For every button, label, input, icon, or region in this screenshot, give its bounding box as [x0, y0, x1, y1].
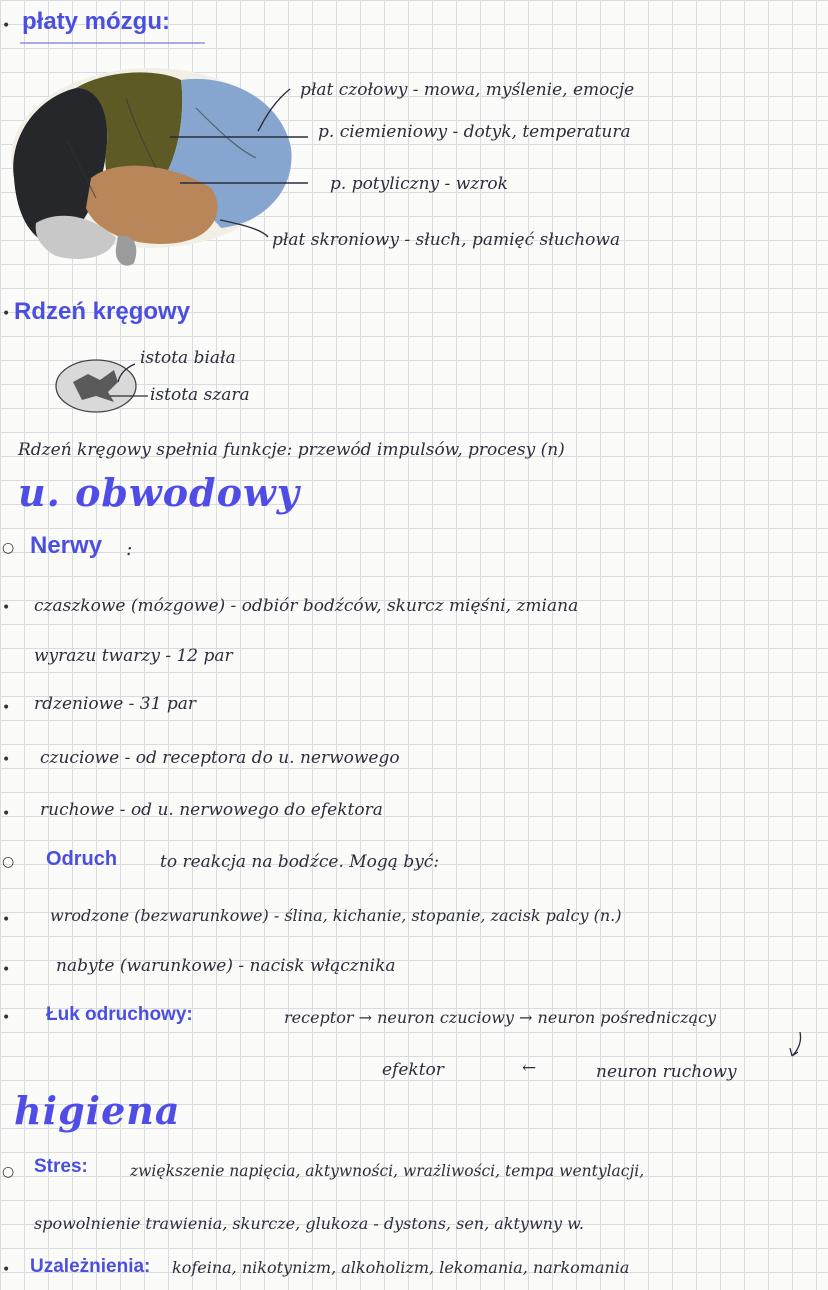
label-white-matter: istota biała	[140, 348, 236, 368]
stress-heading: Stres:	[34, 1156, 88, 1177]
bullet-dot: •	[2, 1010, 11, 1026]
motor-nerves: ruchowe - od u. nerwowego do efektora	[40, 800, 383, 820]
spinal-function: Rdzeń kręgowy spełnia funkcje: przewód impulsów, procesy (n)	[18, 440, 565, 460]
addiction-text: kofeina, nikotynizm, alkoholizm, lekomania, narkomania	[172, 1258, 630, 1277]
bullet-dot: •	[2, 912, 11, 928]
label-gray-matter: istota szara	[150, 385, 250, 405]
addiction-heading: Uzależnienia:	[30, 1256, 151, 1277]
heading-highlight	[20, 42, 205, 44]
bullet-dot: •	[2, 752, 11, 768]
label-frontal: płat czołowy - mowa, myślenie, emocje	[300, 80, 635, 100]
bullet-dot: ○	[2, 854, 15, 870]
arc-arrow: ←	[522, 1058, 537, 1078]
label-occipital: p. potyliczny - wzrok	[330, 174, 508, 194]
section-title: u. obwodowy	[18, 470, 300, 515]
arc-heading: Łuk odruchowy:	[46, 1004, 193, 1025]
cranial-line1: czaszkowe (mózgowe) - odbiór bodźców, skurcz mięśni, zmiana	[34, 596, 579, 616]
reflex-definition: to reakcja na bodźce. Mogą być:	[160, 852, 440, 872]
brain-heading: płaty mózgu:	[22, 8, 170, 35]
arc-motor-neuron: neuron ruchowy	[596, 1062, 737, 1082]
bullet-dot: •	[2, 1262, 11, 1278]
nerves-colon: :	[126, 538, 133, 560]
sensory-nerves: czuciowe - od receptora do u. nerwowego	[40, 748, 400, 768]
bullet-dot: ○	[2, 1164, 15, 1180]
pointer-lines	[150, 75, 310, 255]
spinal-heading: Rdzeń kręgowy	[14, 298, 191, 325]
bullet-dot: ○	[2, 540, 15, 556]
reflex-heading: Odruch	[46, 848, 118, 870]
arc-line1: receptor → neuron czuciowy → neuron pośredniczący	[284, 1008, 717, 1027]
nerves-heading: Nerwy	[30, 532, 103, 559]
bullet-dot: •	[2, 18, 11, 34]
bullet-dot: •	[2, 700, 11, 716]
arc-effector: efektor	[382, 1060, 444, 1080]
label-temporal: płat skroniowy - słuch, pamięć słuchowa	[272, 230, 621, 250]
stress-line2: spowolnienie trawienia, skurcze, glukoza - dystons, sen, aktywny w.	[34, 1214, 584, 1233]
reflex-acquired: nabyte (warunkowe) - nacisk włącznika	[56, 956, 396, 976]
bullet-dot: •	[2, 600, 11, 616]
bullet-dot: •	[2, 806, 11, 822]
curved-arrow-icon	[784, 1030, 808, 1060]
bullet-dot: •	[2, 306, 11, 322]
reflex-innate: wrodzone (bezwarunkowe) - ślina, kichanie, stopanie, zacisk palcy (n.)	[50, 906, 622, 925]
bullet-dot: •	[2, 962, 11, 978]
hygiene-title: higiena	[14, 1088, 181, 1133]
cranial-line2: wyrazu twarzy - 12 par	[34, 646, 233, 666]
stress-line1: zwiększenie napięcia, aktywności, wrażliwości, tempa wentylacji,	[130, 1162, 645, 1180]
spinal-nerves: rdzeniowe - 31 par	[34, 694, 196, 714]
label-parietal: p. ciemieniowy - dotyk, temperatura	[318, 122, 631, 142]
